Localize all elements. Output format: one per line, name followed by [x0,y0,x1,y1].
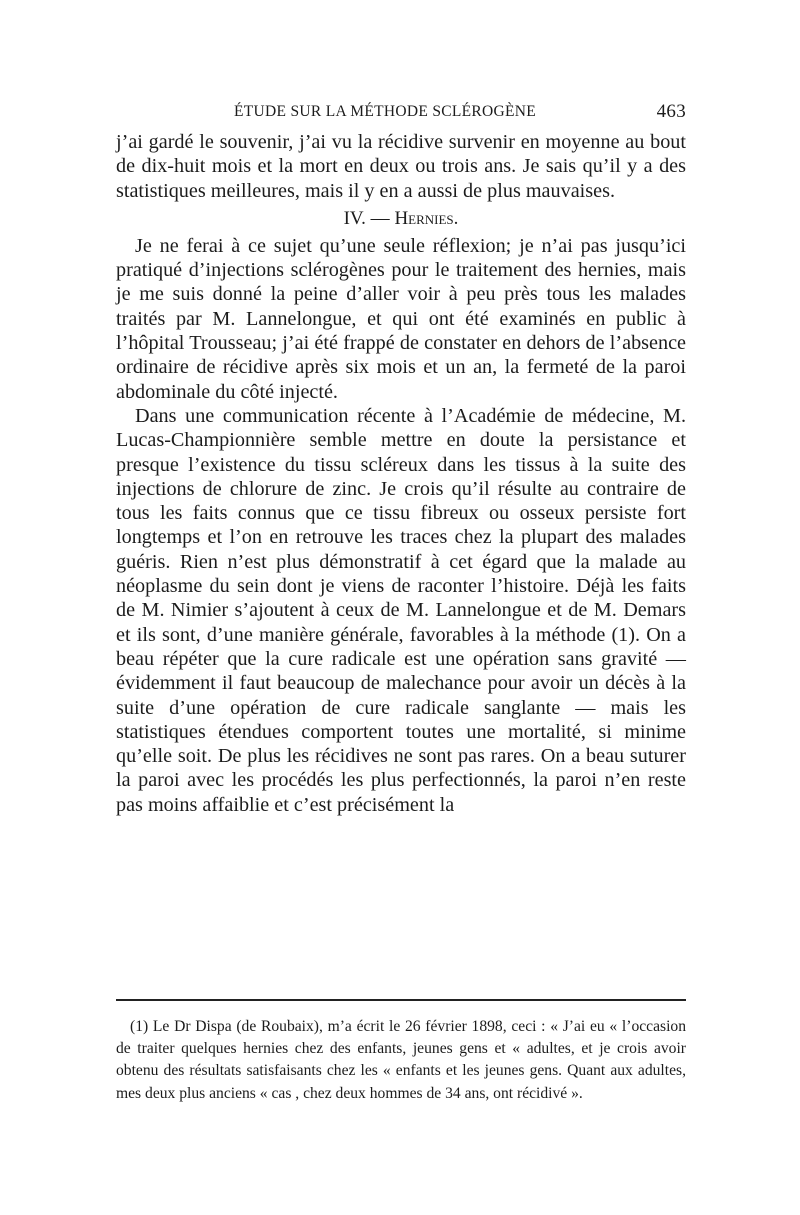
footnote [116,1016,686,1105]
body-text [116,130,686,817]
footnote-text: (1) Le Dr Dispa (de Roubaix), m’a écrit le 26 février 1898, ceci : « J’ai eu « l’occasion de traiter quelques hernies chez des enfants, jeunes gens et « adultes, et je crois avoir obtenu des résultats satisfaisants chez les « enfants et les jeunes gens. Quant aux adultes, mes deux plus anciens « cas , chez deux hommes de 34 ans, ont récidivé ». [116,1018,686,1102]
book-page [116,0,686,1215]
running-title: ÉTUDE SUR LA MÉTHODE SCLÉROGÈNE [234,103,537,120]
running-head [116,103,686,125]
paragraph-continued: j’ai gardé le souvenir, j’ai vu la récidive survenir en moyenne au bout de dix-huit mois et la mort en deux ou trois ans. Je sais qu’il y a des statistiques meilleures, mais il y en a aussi de plus mauvaises. [116,131,686,202]
page-number: 463 [656,101,686,122]
section-heading [116,207,686,231]
paragraph-hernies: Je ne ferai à ce sujet qu’une seule réflexion; je n’ai pas jusqu’ici pratiqué d’injections sclérogènes pour le traitement des hernies, mais je me suis donné la peine d’aller voir à peu près tous les malades traités par M. Lannelongue, et qui ont été examinés en public à l’hôpital Trousseau; j’ai été frappé de constater en dehors de l’absence ordinaire de récidive après six mois et un an, la fermeté de la paroi abdominale du côté injecté. [116,234,686,403]
section-number: IV. — [343,207,390,229]
section-title: Hernies. [394,207,459,229]
footnote-rule [116,999,686,1001]
paragraph-communication: Dans une communication récente à l’Académie de médecine, M. Lucas-Championnière semble mettre en doute la persistance et presque l’existence du tissu scléreux dans les tissus à la suite des injections de chlorure de zinc. Je crois qu’il résulte au contraire de tous les faits connus que ce tissu fibreux ou osseux persiste fort longtemps et l’on en retrouve les traces chez la plupart des malades guéris. Rien n’est plus démonstratif à cet égard que la malade au néoplasme du sein dont je viens de raconter l’histoire. Déjà les faits de M. Nimier s’ajoutent à ceux de M. Lannelongue et de M. Demars et ils sont, d’une manière générale, favorables à la méthode (1). On a beau répéter que la cure radicale est une opération sans gravité — évidemment il faut beaucoup de malechance pour avoir un décès à la suite d’une opération de cure radicale sanglante — mais les statistiques étendues comportent toutes une mortalité, si minime qu’elle soit. De plus les récidives ne sont pas rares. On a beau suturer la paroi avec les procédés les plus perfectionnés, la paroi n’en reste pas moins affaiblie et c’est précisément la [116,404,686,816]
